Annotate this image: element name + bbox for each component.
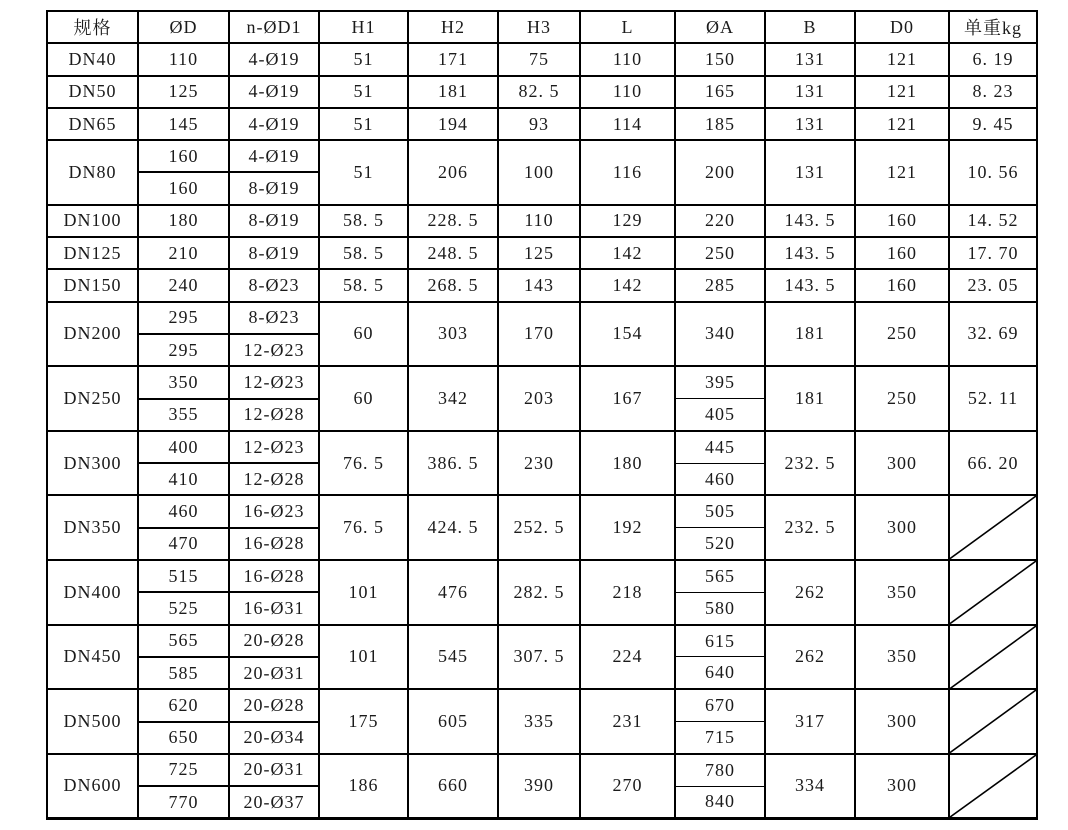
cell-l: 224 [580,625,675,690]
cell-d: 650 [138,722,229,754]
col-header-a: ØA [675,11,765,43]
cell-l: 192 [580,495,675,560]
cell-nd1: 12-Ø23 [229,366,319,398]
cell-h1: 60 [319,302,408,367]
cell-d0: 121 [855,76,949,108]
cell-b: 181 [765,302,855,367]
cell-b: 143. 5 [765,205,855,237]
cell-l: 270 [580,754,675,819]
cell-weight: 8. 23 [949,76,1037,108]
cell-h1: 51 [319,108,408,140]
cell-h3: 282. 5 [498,560,580,625]
cell-nd1: 8-Ø23 [229,302,319,334]
cell-spec: DN400 [47,560,138,625]
cell-d: 585 [138,657,229,689]
cell-d: 460 [138,495,229,527]
cell-nd1: 8-Ø19 [229,205,319,237]
row-dn150 [47,269,1037,301]
diagonal-slash-icon [950,755,1036,817]
cell-weight: 52. 11 [949,366,1037,431]
cell-d: 125 [138,76,229,108]
cell-h3: 390 [498,754,580,819]
cell-a: 565 [675,560,765,592]
cell-a: 150 [675,43,765,75]
cell-weight-empty [949,625,1037,690]
cell-a: 520 [675,528,765,560]
cell-b: 131 [765,43,855,75]
row-dn600-top [47,754,1037,786]
cell-nd1: 12-Ø23 [229,334,319,366]
cell-h3: 82. 5 [498,76,580,108]
cell-nd1: 20-Ø37 [229,786,319,818]
cell-l: 167 [580,366,675,431]
cell-a: 640 [675,657,765,689]
cell-l: 129 [580,205,675,237]
cell-d: 400 [138,431,229,463]
cell-h2: 476 [408,560,498,625]
cell-b: 143. 5 [765,269,855,301]
cell-a: 505 [675,495,765,527]
cell-h3: 203 [498,366,580,431]
cell-weight: 10. 56 [949,140,1037,205]
cell-spec: DN500 [47,689,138,754]
cell-d: 160 [138,172,229,204]
col-header-b: B [765,11,855,43]
cell-d: 725 [138,754,229,786]
cell-spec: DN100 [47,205,138,237]
cell-b: 131 [765,140,855,205]
cell-weight-empty [949,560,1037,625]
cell-h1: 58. 5 [319,205,408,237]
cell-h3: 335 [498,689,580,754]
cell-nd1: 20-Ø28 [229,625,319,657]
cell-nd1: 8-Ø23 [229,269,319,301]
cell-weight: 9. 45 [949,108,1037,140]
col-header-h1: H1 [319,11,408,43]
cell-d0: 121 [855,108,949,140]
cell-h1: 51 [319,140,408,205]
dimension-spec-table [46,10,1038,820]
cell-l: 180 [580,431,675,496]
cell-nd1: 16-Ø28 [229,528,319,560]
cell-h2: 206 [408,140,498,205]
cell-a: 405 [675,399,765,431]
cell-b: 143. 5 [765,237,855,269]
cell-b: 232. 5 [765,431,855,496]
cell-nd1: 4-Ø19 [229,108,319,140]
row-dn65 [47,108,1037,140]
cell-d0: 250 [855,366,949,431]
cell-nd1: 12-Ø28 [229,399,319,431]
cell-nd1: 20-Ø31 [229,657,319,689]
cell-d: 470 [138,528,229,560]
cell-weight: 32. 69 [949,302,1037,367]
header-row [47,11,1037,43]
cell-d0: 300 [855,754,949,819]
cell-h3: 75 [498,43,580,75]
cell-spec: DN250 [47,366,138,431]
cell-b: 262 [765,560,855,625]
cell-weight: 14. 52 [949,205,1037,237]
cell-a: 670 [675,689,765,721]
cell-nd1: 16-Ø31 [229,592,319,624]
cell-a: 220 [675,205,765,237]
cell-weight: 23. 05 [949,269,1037,301]
row-dn400-top [47,560,1037,592]
cell-l: 154 [580,302,675,367]
col-header-nd1: n-ØD1 [229,11,319,43]
col-header-d: ØD [138,11,229,43]
cell-spec: DN125 [47,237,138,269]
cell-d0: 350 [855,625,949,690]
cell-a: 340 [675,302,765,367]
cell-h1: 51 [319,43,408,75]
cell-weight-empty [949,495,1037,560]
cell-l: 142 [580,237,675,269]
cell-d0: 160 [855,237,949,269]
cell-b: 131 [765,108,855,140]
cell-d: 355 [138,399,229,431]
cell-a: 445 [675,431,765,463]
col-header-d0: D0 [855,11,949,43]
cell-b: 334 [765,754,855,819]
cell-spec: DN40 [47,43,138,75]
diagonal-slash-icon [950,561,1036,624]
cell-h2: 194 [408,108,498,140]
cell-nd1: 20-Ø31 [229,754,319,786]
cell-spec: DN450 [47,625,138,690]
cell-nd1: 4-Ø19 [229,140,319,172]
cell-l: 142 [580,269,675,301]
cell-h3: 230 [498,431,580,496]
cell-h2: 181 [408,76,498,108]
cell-l: 116 [580,140,675,205]
cell-h1: 76. 5 [319,431,408,496]
cell-d: 410 [138,463,229,495]
cell-nd1: 16-Ø23 [229,495,319,527]
cell-weight-empty [949,689,1037,754]
cell-b: 131 [765,76,855,108]
cell-h2: 228. 5 [408,205,498,237]
cell-d0: 300 [855,689,949,754]
cell-h2: 268. 5 [408,269,498,301]
cell-weight: 66. 20 [949,431,1037,496]
row-dn50 [47,76,1037,108]
cell-nd1: 20-Ø34 [229,722,319,754]
col-header-h3: H3 [498,11,580,43]
cell-a: 395 [675,366,765,398]
cell-d: 770 [138,786,229,818]
cell-a: 250 [675,237,765,269]
col-header-spec: 规格 [47,11,138,43]
cell-h3: 93 [498,108,580,140]
cell-spec: DN150 [47,269,138,301]
cell-h2: 424. 5 [408,495,498,560]
cell-h1: 101 [319,560,408,625]
cell-l: 110 [580,76,675,108]
cell-b: 262 [765,625,855,690]
cell-a: 715 [675,722,765,754]
cell-h2: 545 [408,625,498,690]
cell-h1: 76. 5 [319,495,408,560]
cell-nd1: 12-Ø23 [229,431,319,463]
cell-spec: DN50 [47,76,138,108]
row-dn80-top [47,140,1037,172]
cell-d: 295 [138,334,229,366]
cell-h1: 60 [319,366,408,431]
row-dn250-top [47,366,1037,398]
cell-a: 460 [675,463,765,495]
cell-h2: 660 [408,754,498,819]
cell-d: 620 [138,689,229,721]
cell-d0: 121 [855,140,949,205]
cell-d0: 160 [855,205,949,237]
cell-nd1: 4-Ø19 [229,43,319,75]
cell-spec: DN300 [47,431,138,496]
cell-d0: 300 [855,431,949,496]
cell-nd1: 12-Ø28 [229,463,319,495]
cell-nd1: 4-Ø19 [229,76,319,108]
row-dn125 [47,237,1037,269]
diagonal-slash-icon [950,626,1036,689]
cell-l: 231 [580,689,675,754]
cell-h3: 125 [498,237,580,269]
cell-nd1: 8-Ø19 [229,172,319,204]
cell-h3: 252. 5 [498,495,580,560]
cell-b: 181 [765,366,855,431]
cell-a: 200 [675,140,765,205]
cell-d: 110 [138,43,229,75]
row-dn100 [47,205,1037,237]
row-dn40 [47,43,1037,75]
cell-d: 180 [138,205,229,237]
cell-h3: 307. 5 [498,625,580,690]
cell-h3: 170 [498,302,580,367]
row-dn350-top [47,495,1037,527]
cell-a: 615 [675,625,765,657]
cell-d: 525 [138,592,229,624]
cell-d0: 121 [855,43,949,75]
diagonal-slash-icon [950,690,1036,753]
cell-h1: 51 [319,76,408,108]
cell-spec: DN200 [47,302,138,367]
cell-d: 350 [138,366,229,398]
cell-spec: DN80 [47,140,138,205]
cell-h3: 143 [498,269,580,301]
cell-h3: 110 [498,205,580,237]
cell-h2: 303 [408,302,498,367]
cell-d0: 300 [855,495,949,560]
cell-b: 232. 5 [765,495,855,560]
cell-b: 317 [765,689,855,754]
cell-d0: 250 [855,302,949,367]
row-dn450-top [47,625,1037,657]
cell-weight: 17. 70 [949,237,1037,269]
row-dn200-top [47,302,1037,334]
cell-d0: 160 [855,269,949,301]
cell-h2: 605 [408,689,498,754]
cell-d: 295 [138,302,229,334]
cell-h1: 101 [319,625,408,690]
col-header-h2: H2 [408,11,498,43]
cell-h2: 171 [408,43,498,75]
cell-l: 110 [580,43,675,75]
cell-spec: DN600 [47,754,138,819]
cell-a: 780 [675,754,765,786]
diagonal-slash-icon [950,496,1036,559]
cell-h1: 58. 5 [319,269,408,301]
cell-a: 840 [675,786,765,818]
cell-h2: 342 [408,366,498,431]
cell-l: 114 [580,108,675,140]
col-header-weight: 单重kg [949,11,1037,43]
row-dn300-top [47,431,1037,463]
cell-a: 580 [675,592,765,624]
cell-a: 185 [675,108,765,140]
cell-d: 565 [138,625,229,657]
cell-d: 210 [138,237,229,269]
cell-l: 218 [580,560,675,625]
cell-h3: 100 [498,140,580,205]
cell-d: 160 [138,140,229,172]
cell-nd1: 20-Ø28 [229,689,319,721]
cell-weight-empty [949,754,1037,819]
cell-h2: 386. 5 [408,431,498,496]
cell-d: 515 [138,560,229,592]
cell-spec: DN350 [47,495,138,560]
cell-d: 240 [138,269,229,301]
row-dn500-top [47,689,1037,721]
cell-h1: 186 [319,754,408,819]
cell-nd1: 8-Ø19 [229,237,319,269]
cell-nd1: 16-Ø28 [229,560,319,592]
cell-h1: 58. 5 [319,237,408,269]
cell-weight: 6. 19 [949,43,1037,75]
col-header-l: L [580,11,675,43]
cell-a: 165 [675,76,765,108]
cell-d0: 350 [855,560,949,625]
cell-h1: 175 [319,689,408,754]
cell-d: 145 [138,108,229,140]
cell-spec: DN65 [47,108,138,140]
cell-h2: 248. 5 [408,237,498,269]
cell-a: 285 [675,269,765,301]
